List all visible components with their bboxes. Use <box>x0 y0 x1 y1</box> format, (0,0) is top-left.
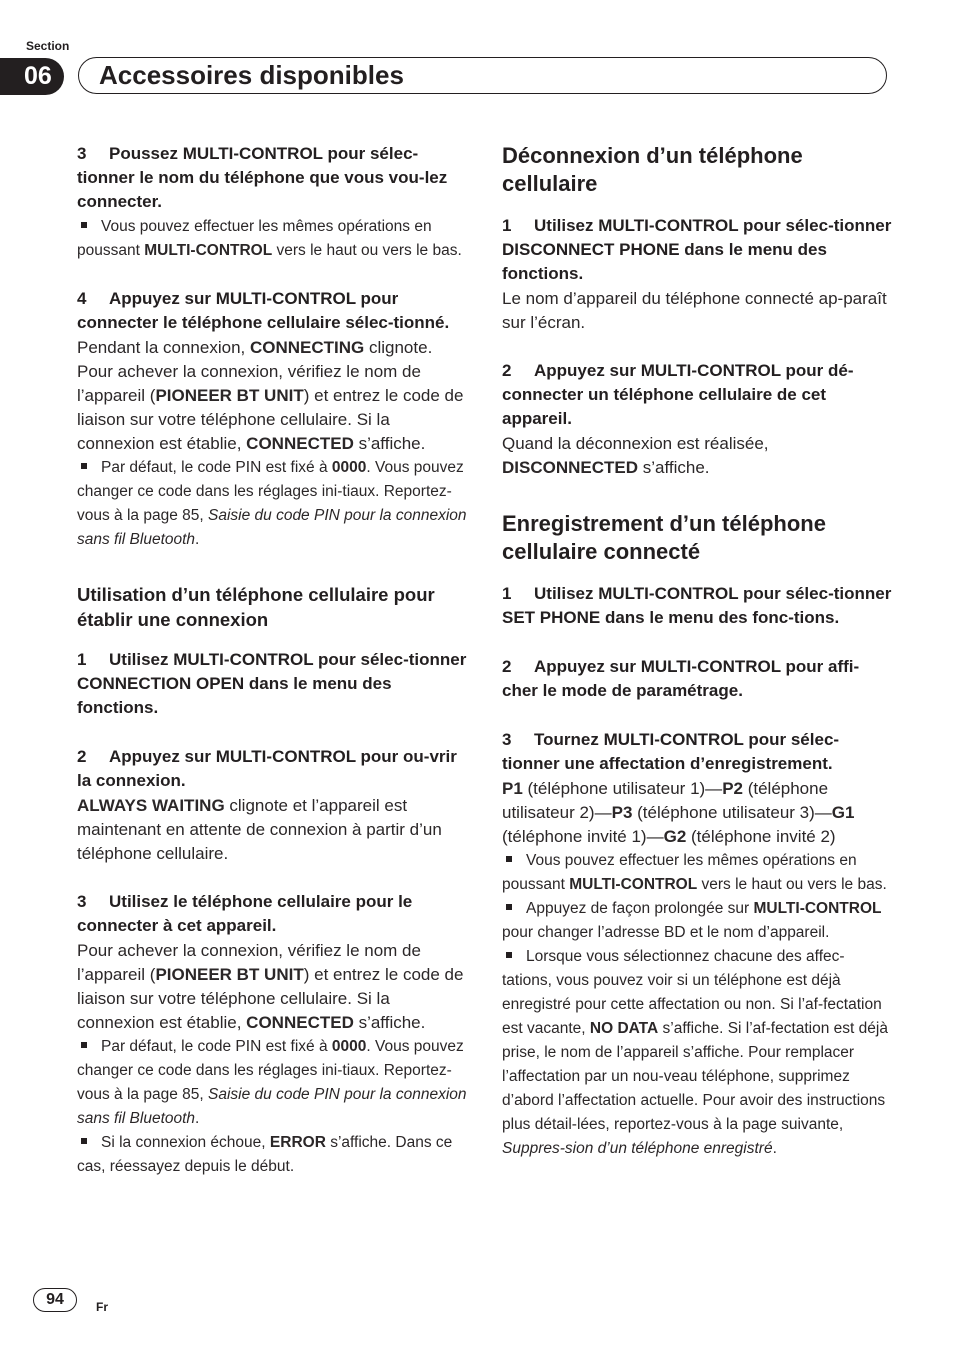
note: Vous pouvez effectuer les mêmes opérations en poussant MULTI-CONTROL vers le haut ou vers le bas. <box>502 852 887 893</box>
section-title-box <box>78 57 887 94</box>
bullet-square-icon <box>81 1138 87 1144</box>
language-code: Fr <box>96 1300 108 1314</box>
note: Si la connexion échoue, ERROR s’affiche. Dans ce cas, réessayez depuis le début. <box>77 1134 453 1175</box>
step-2-body: ALWAYS WAITING clignote et l’appareil est maintenant en attente de connexion à partir d’un téléphone cellulaire. <box>77 796 442 863</box>
bullet-square-icon <box>81 222 87 228</box>
bullet-square-icon <box>506 904 512 910</box>
bullet-square-icon <box>506 952 512 958</box>
step-3-body: Pour achever la connexion, vérifiez le nom de l’appareil (PIONEER BT UNIT) et entrez le code de liaison sur votre téléphone cellulaire. Si la connexion est établie, CONNECTED s’affiche. <box>77 941 464 1032</box>
section-heading: Déconnexion d’un téléphone cellulaire <box>502 143 803 196</box>
subsection-heading: Utilisation d’un téléphone cellulaire pour établir une connexion <box>77 584 435 630</box>
step-1: 1 Utilisez MULTI-CONTROL pour sélec-tionner DISCONNECT PHONE dans le menu des fonctions. <box>502 216 892 283</box>
section-number-tab: 06 <box>0 58 64 95</box>
step-4-body: Pendant la connexion, CONNECTING clignote. Pour achever la connexion, vérifiez le nom de l’appareil (PIONEER BT UNIT) et entrez le code de liaison sur votre téléphone cellulaire. Si la connexion est établie, CONNECTED s’affiche. <box>77 338 464 453</box>
section-label: Section <box>26 39 70 53</box>
step-3: 3 Utilisez le téléphone cellulaire pour le connecter à cet appareil. <box>77 892 413 935</box>
page-title: Accessoires disponibles <box>99 60 404 90</box>
bullet-square-icon <box>81 1042 87 1048</box>
note: Vous pouvez effectuer les mêmes opérations en poussant MULTI-CONTROL vers le haut ou vers le bas. <box>77 218 462 259</box>
step-1: 1 Utilisez MULTI-CONTROL pour sélec-tionner CONNECTION OPEN dans le menu des fonctions. <box>77 650 467 717</box>
step-3: 3 Tournez MULTI-CONTROL pour sélec-tionner une affectation d’enregistrement. <box>502 730 840 773</box>
step-2: 2 Appuyez sur MULTI-CONTROL pour ou-vrir la connexion. <box>77 747 457 790</box>
bullet-square-icon <box>506 856 512 862</box>
note: Par défaut, le code PIN est fixé à 0000. Vous pouvez changer ce code dans les réglages ini-tiaux. Reportez-vous à la page 85, Saisie du code PIN pour la connexion sans fil Bluetooth. <box>77 459 467 548</box>
page-number: 94 <box>33 1288 77 1312</box>
section-heading: Enregistrement d’un téléphone cellulaire connecté <box>502 511 826 564</box>
step-2: 2 Appuyez sur MULTI-CONTROL pour dé-connecter un téléphone cellulaire de cet appareil. <box>502 361 854 428</box>
step-2: 2 Appuyez sur MULTI-CONTROL pour affi-cher le mode de paramétrage. <box>502 657 860 700</box>
step-4: 4 Appuyez sur MULTI-CONTROL pour connecter le téléphone cellulaire sélec-tionné. <box>77 289 450 332</box>
note: Appuyez de façon prolongée sur MULTI-CONTROL pour changer l’adresse BD et le nom d’appareil. <box>502 900 882 941</box>
bullet-square-icon <box>81 463 87 469</box>
step-3: 3 Poussez MULTI-CONTROL pour sélec-tionner le nom du téléphone que vous vou-lez connecter. <box>77 144 448 211</box>
note: Lorsque vous sélectionnez chacune des affec-tations, vous pouvez voir si un téléphone est déjà enregistré pour cette affectation ou non. Si l’af-fectation est vacante, NO DATA s’affiche. Si l’af-fectation est déjà prise, le nom de l’appareil s’affiche. Pour remplacer l’affectation par un nou-veau téléphone, supprimez d’abord l’affectation actuelle. Pour avoir des instructions plus détail-lées, reportez-vous à la page suivante, Suppres-sion d’un téléphone enregistré. <box>502 948 888 1157</box>
step-3-body: P1 (téléphone utilisateur 1)—P2 (téléphone utilisateur 2)—P3 (téléphone utilisateur 3)—G1 (téléphone invité 1)—G2 (téléphone invité 2) <box>502 779 855 846</box>
right-column <box>502 142 894 1161</box>
step-1: 1 Utilisez MULTI-CONTROL pour sélec-tionner SET PHONE dans le menu des fonc-tions. <box>502 584 892 627</box>
note: Par défaut, le code PIN est fixé à 0000. Vous pouvez changer ce code dans les réglages ini-tiaux. Reportez-vous à la page 85, Saisie du code PIN pour la connexion sans fil Bluetooth. <box>77 1038 467 1127</box>
step-2-body: Quand la déconnexion est réalisée, DISCONNECTED s’affiche. <box>502 434 769 477</box>
left-column <box>77 142 469 1179</box>
step-1-body: Le nom d’appareil du téléphone connecté ap-paraît sur l’écran. <box>502 289 887 332</box>
